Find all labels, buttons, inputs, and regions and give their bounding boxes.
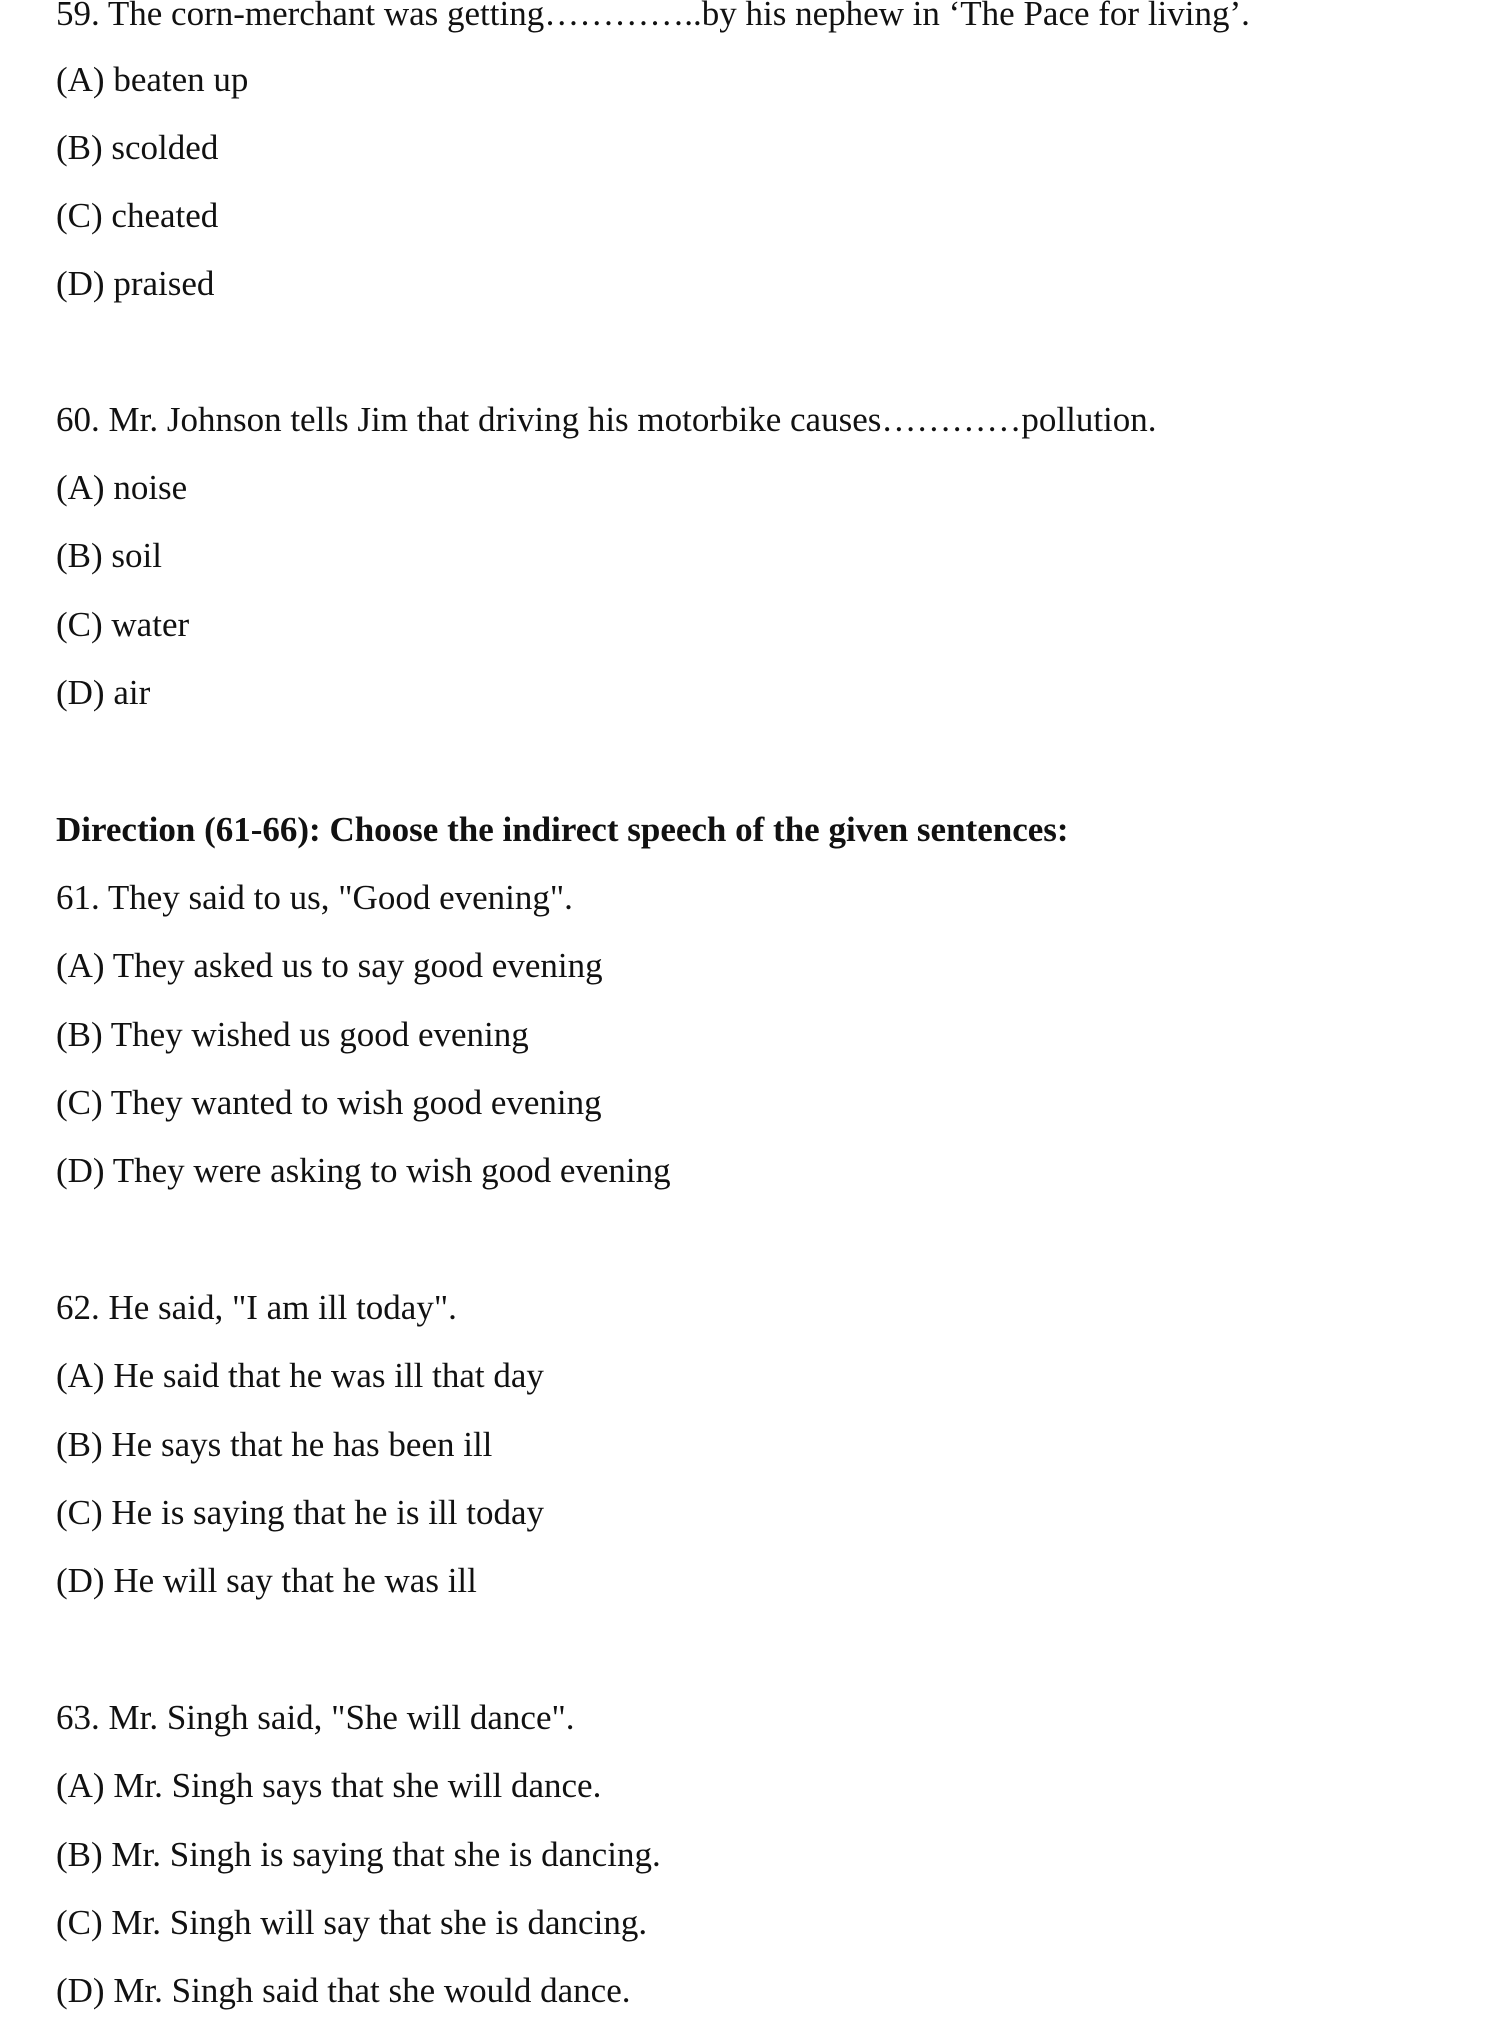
question-60-option-c: (C) water [56,605,190,644]
question-63-option-b: (B) Mr. Singh is saying that she is dancing. [56,1835,661,1874]
question-62-option-d: (D) He will say that he was ill [56,1561,477,1600]
question-63-option-c: (C) Mr. Singh will say that she is dancing. [56,1903,648,1942]
question-60-option-b: (B) soil [56,536,162,575]
question-59-option-c: (C) cheated [56,196,219,235]
question-59-option-d: (D) praised [56,264,215,303]
question-61-option-d: (D) They were asking to wish good evening [56,1151,671,1190]
question-60-stem: 60. Mr. Johnson tells Jim that driving his motorbike causes…………pollution. [56,400,1157,439]
question-61-option-c: (C) They wanted to wish good evening [56,1083,602,1122]
question-63-option-a: (A) Mr. Singh says that she will dance. [56,1766,602,1805]
question-62-option-a: (A) He said that he was ill that day [56,1356,544,1395]
question-59-option-a: (A) beaten up [56,60,249,99]
question-63-stem: 63. Mr. Singh said, "She will dance". [56,1698,575,1737]
direction-heading: Direction (61-66): Choose the indirect speech of the given sentences: [56,810,1069,849]
question-63-option-d: (D) Mr. Singh said that she would dance. [56,1971,631,2010]
question-60-option-d: (D) air [56,673,151,712]
question-62-option-c: (C) He is saying that he is ill today [56,1493,544,1532]
question-62-option-b: (B) He says that he has been ill [56,1425,493,1464]
question-62-stem: 62. He said, "I am ill today". [56,1288,457,1327]
question-59-option-b: (B) scolded [56,128,219,167]
question-61-option-a: (A) They asked us to say good evening [56,946,603,985]
question-59-stem: 59. The corn-merchant was getting…………..by his nephew in ‘The Pace for living’. [56,0,1250,33]
question-61-stem: 61. They said to us, "Good evening". [56,878,573,917]
question-60-option-a: (A) noise [56,468,188,507]
question-61-option-b: (B) They wished us good evening [56,1015,529,1054]
